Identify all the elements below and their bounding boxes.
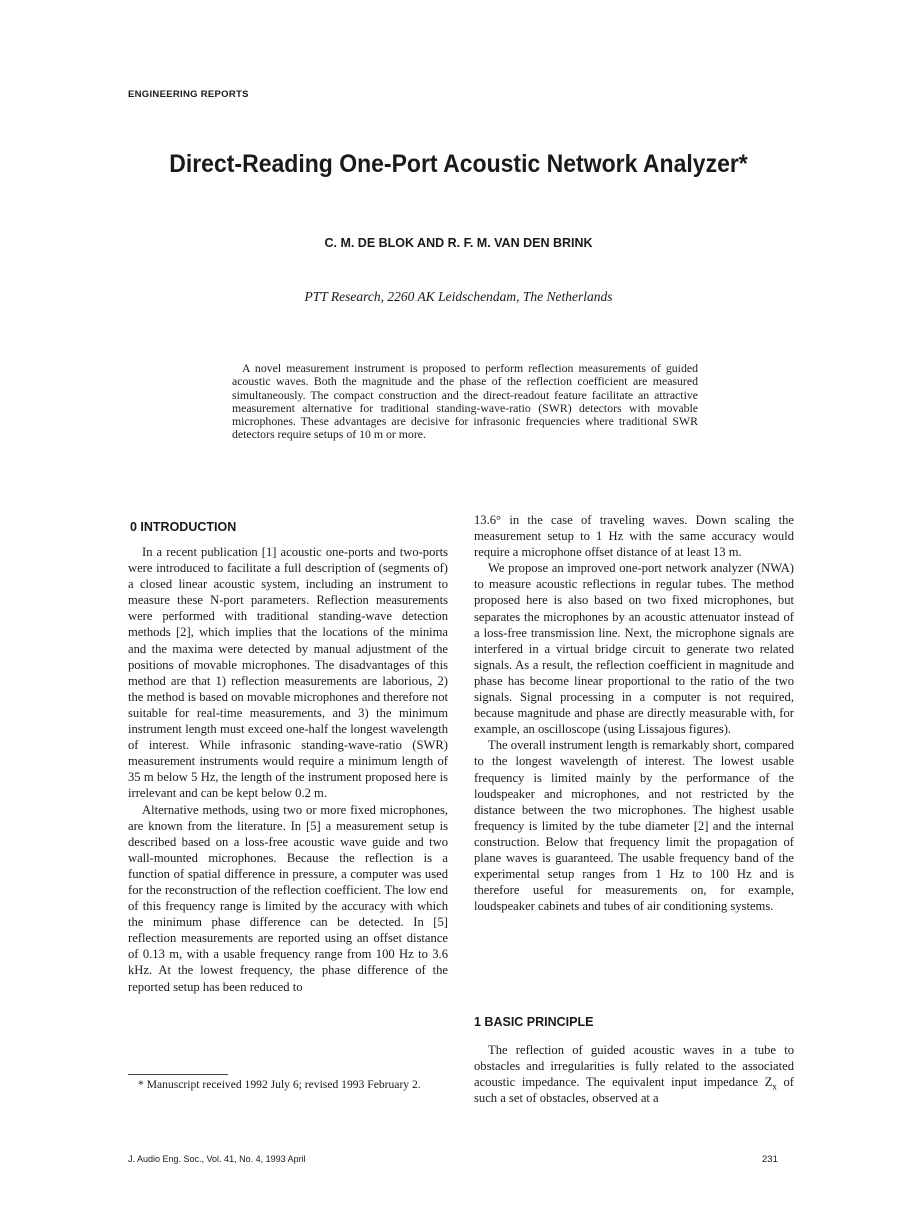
paper-title: Direct-Reading One-Port Acoustic Network Analyzer* [169,150,748,178]
heading-basic-principle: 1 BASIC PRINCIPLE [474,1015,594,1029]
intro-paragraph-2: Alternative methods, using two or more fixed microphones, are known from the literature. In [5] a measurement setup is described based on a loss-free acoustic wave guide and two wall-mounted microphones. Because the reflection is a function of spatial difference in pressure, a computer was used for the reconstruction of the reflection coefficient. The low end of this frequency range is limited by the accuracy with which the minimum phase difference can be detected. In [5] reflection measurements are reported using an offset distance of 0.13 m, with a usable frequency range from 100 Hz to 3.6 kHz. At the lowest frequency, the phase difference of the reported setup has been reduced to [128,802,448,994]
intro-paragraph-1: In a recent publication [1] acoustic one-ports and two-ports were introduced to facilitate a full description of (segments of) a closed linear acoustic system, including an instrument to measure these N-port parameters. Reflection measurements were performed with traditional standing-wave detection methods [2], which implies that the locations of the minima and the maxima were detected by manual adjustment of the positions of movable microphones. The disadvantages of this method are that 1) reflection measurements are laborious, 2) the method is based on movable microphones and therefore not suitable for real-time measurements, and 3) the minimum instrument length must exceed one-half the longest wavelength of interest. While infrasonic standing-wave-ratio (SWR) measurement instruments would require a minimum length of 35 m below 5 Hz, the length of the instrument proposed here is irrelevant and can be kept below 0.2 m. [128,545,448,801]
affiliation: PTT Research, 2260 AK Leidschendam, The Netherlands [304,289,613,304]
footnote-divider [128,1074,228,1075]
intro-paragraph-3: We propose an improved one-port network analyzer (NWA) to measure acoustic reflections in regular tubes. The method proposed here is also based on two fixed microphones, but separates the microphones by an acoustic attenuator instead of a loss-free transmission line. Next, the microphone signals are interfered in a virtual bridge circuit to generate two related signals. As a result, the reflection coefficient in magnitude and phase has become linear proportional to the ratio of the two signals. Signal processing in a computer is not required, because magnitude and phase are directly measurable with, for example, an oscilloscope (using Lissajous figures). [474,561,794,737]
right-column [474,512,794,914]
journal-citation: J. Audio Eng. Soc., Vol. 41, No. 4, 1993 April [128,1154,306,1164]
abstract-text: A novel measurement instrument is proposed to perform reflection measurements of guided acoustic waves. Both the magnitude and the phase of the reflection coefficient are measured simultaneously. The compact construction and the direct-readout feature facilitate an attractive measurement alternative for traditional standing-wave-ratio (SWR) detectors with movable microphones. These advantages are decisive for infrasonic frequencies where traditional SWR detectors require setups of 10 m or more. [232,361,698,442]
heading-introduction: 0 INTRODUCTION [130,520,237,534]
basic-principle-paragraph [474,1042,794,1106]
basic-principle-text-start: The reflection of guided acoustic waves in a tube to obstacles and irregularities is fully related to the associated acoustic impedance. The equivalent input impedance Z [474,1043,794,1090]
intro-continued: 13.6° in the case of traveling waves. Down scaling the measurement setup to 1 Hz with the same accuracy would require a microphone offset distance of at least 13 m. [474,513,794,560]
left-column [128,544,448,995]
abstract [232,362,698,442]
section-label: ENGINEERING REPORTS [128,89,249,100]
page-number: 231 [762,1154,778,1165]
intro-paragraph-4: The overall instrument length is remarkably short, compared to the longest wavelength of interest. The lowest usable frequency is limited mainly by the performance of the loudspeaker and microphones, and not restricted by the distance between the two microphones. The highest usable frequency is limited by the tube diameter [2] and the internal construction. Below that frequency limit the propagation of plane waves is guaranteed. The usable frequency band of the experimental setup ranges from 1 Hz to 100 Hz and is therefore useful for measurements on, for example, loudspeaker cabinets and tubes of air conditioning systems. [474,738,794,914]
authors: C. M. DE BLOK AND R. F. M. VAN DEN BRINK [324,236,593,250]
impedance-subscript: x [772,1081,777,1092]
basic-principle-column [474,1042,794,1106]
footnote: * Manuscript received 1992 July 6; revised 1993 February 2. [138,1078,421,1091]
basic-principle-text-end: of such a set of obstacles, observed at a [474,1075,795,1106]
